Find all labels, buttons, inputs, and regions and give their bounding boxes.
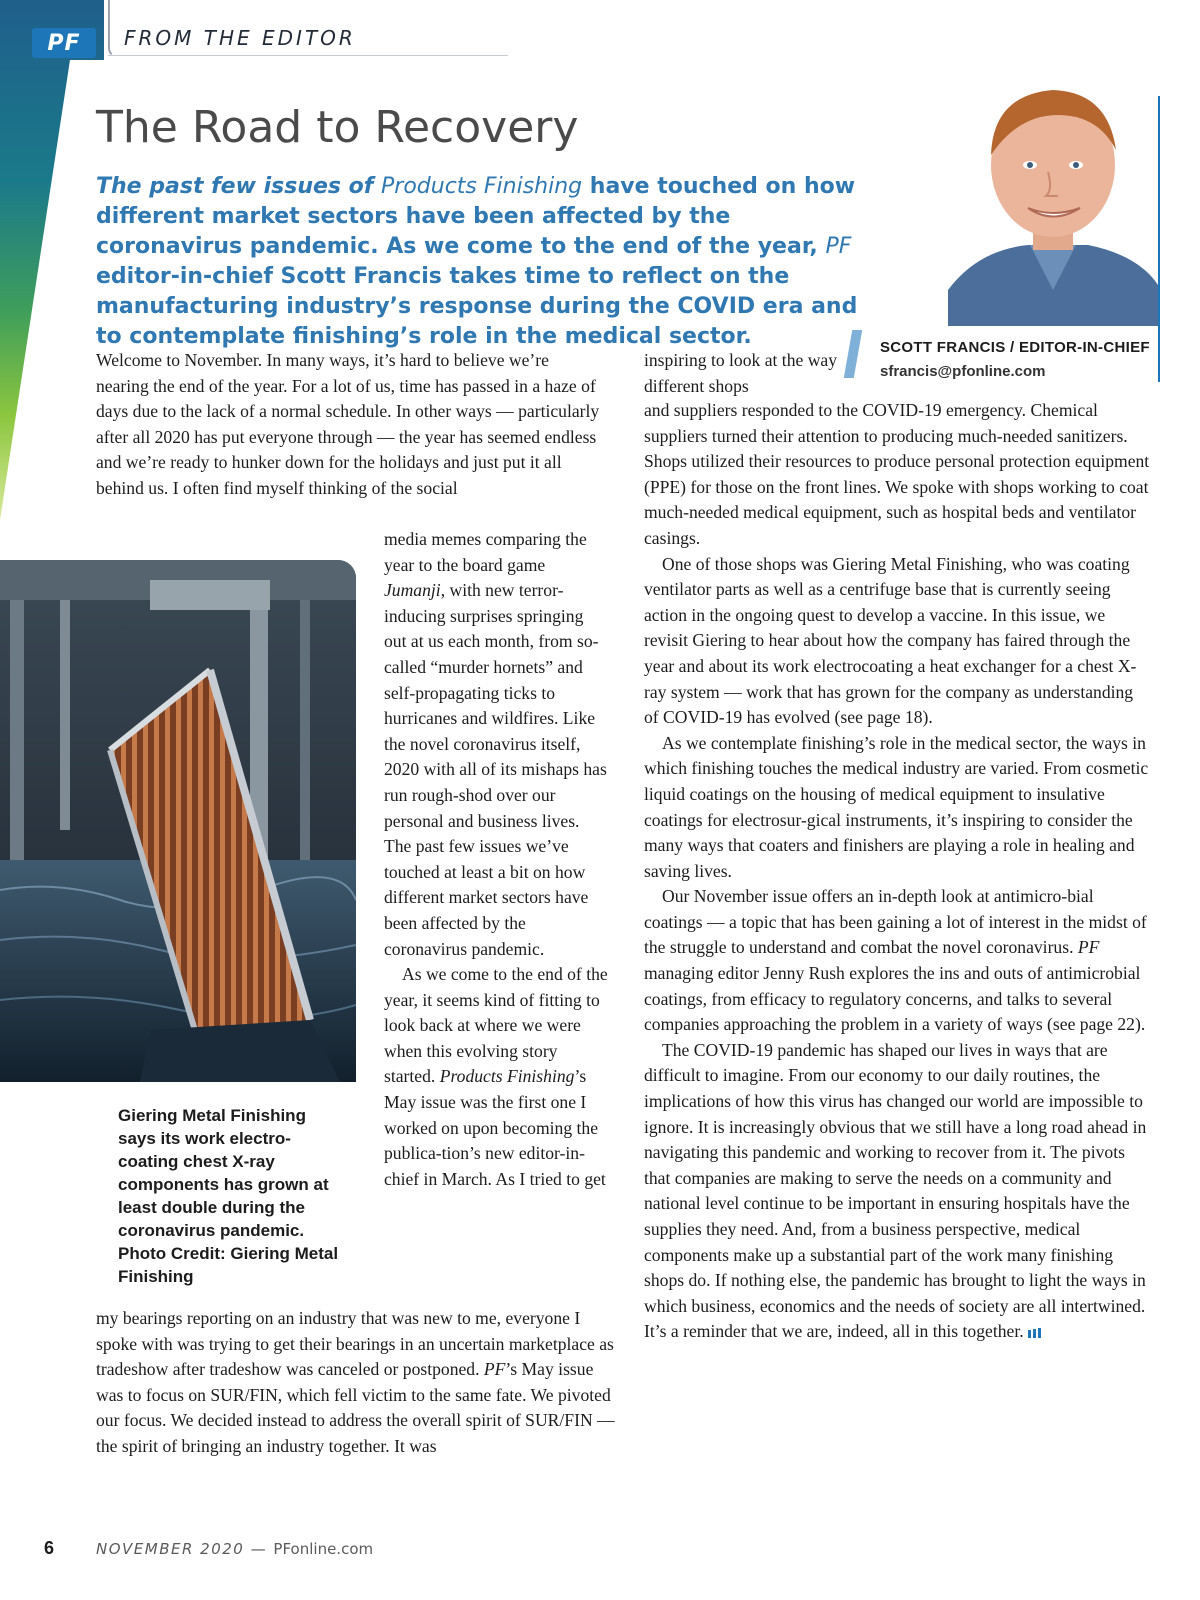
- text-run: managing editor Jenny Rush explores the ins and outs of antimicrobial coatings, from efficacy to regulatory concerns, and talks to several companies approaching the problem in a variety of ways (see page 22).: [644, 963, 1146, 1035]
- text-run: , with new terror-inducing surprises springing out at us each month, from so-called “murder hornets” and self-propagating ticks to hurricanes and wildfires. Like the novel coronavirus itself, 2020 with all of its mishaps has run rough-shod over our personal and business lives. The past few issues we’ve touched at least a bit on how different market sectors have been affected by the coronavirus pandemic.: [384, 580, 607, 959]
- byline-separator: /: [1010, 339, 1015, 356]
- footer-issue-date: NOVEMBER 2020: [96, 1540, 245, 1558]
- footer-site-link[interactable]: PFonline.com: [273, 1540, 374, 1558]
- article-title: The Road to Recovery: [96, 102, 579, 153]
- column-2-lead-text: inspiring to look at the way different shops: [644, 350, 838, 396]
- author-portrait: [948, 60, 1158, 326]
- column-1-paragraph: [384, 962, 610, 1192]
- portrait-rule: [1158, 96, 1160, 382]
- footer-issue-line: [96, 1540, 373, 1558]
- text-run: As we come to the end of the year, it seems kind of fitting to look back at where we were when this evolving story started.: [384, 964, 608, 1087]
- column-1-middle-text: [384, 527, 610, 1192]
- column-1-paragraph: [384, 527, 610, 962]
- end-mark-icon: [1028, 1328, 1042, 1338]
- dek-part-5: editor-in-chief Scott Francis takes time to reflect on the manufacturing industry’s response during the COVID era and to contemplate finishing’s role in the medical sector.: [96, 264, 858, 349]
- column-2-text: [644, 398, 1152, 1345]
- text-run: my bearings reporting on an industry that was new to me, everyone I spoke with was trying to get their bearings in an uncertain marketplace as tradeshow after tradeshow was canceled or postponed.: [96, 1308, 614, 1380]
- byline: [880, 336, 1150, 384]
- column-2-paragraph: As we contemplate finishing’s role in the medical sector, the ways in which finishing touches the medical industry are varied. From cosmetic liquid coatings on the housing of medical equipment to insulative coatings for electrosur-gical instruments, it’s inspiring to consider the many ways that coaters and finishers are playing a role in healing and saving lives.: [644, 732, 1149, 881]
- text-run: media memes comparing the year to the board game: [384, 529, 587, 575]
- dek-part-3: have touched on how different market sectors have been affected by the coronavirus pandemic. As we come to the end of the year,: [96, 174, 856, 259]
- author-role: EDITOR-IN-CHIEF: [1018, 339, 1150, 356]
- text-run: Our November issue offers an in-depth look at antimicro-bial coatings — a topic that has been gaining a lot of interest in the midst of the struggle to understand and combat the novel coronavirus.: [644, 886, 1147, 958]
- text-run-italic: PF: [483, 1359, 506, 1380]
- heat-exchanger-photo-illustration: [0, 560, 356, 1082]
- logo-text: PF: [47, 30, 81, 56]
- text-run-italic: Jumanji: [384, 580, 441, 601]
- text-run-italic: Products Finishing: [439, 1066, 575, 1087]
- text-run-italic: PF: [1077, 937, 1100, 958]
- photo-caption: Giering Metal Finishing says its work electro-coating chest X-ray components has grown at least double during the coronavirus pandemic. Photo Credit: Giering Metal Finishing: [118, 1106, 339, 1286]
- page-number: 6: [44, 1538, 55, 1558]
- column-1-bottom-text: [96, 1306, 616, 1460]
- author-name: SCOTT FRANCIS: [880, 339, 1006, 356]
- column-1-top-text: Welcome to November. In many ways, it’s hard to believe we’re nearing the end of the year. For a lot of us, time has passed in a haze of days due to the lack of a normal schedule. In other ways — particularly after all 2020 has put everyone through — the year has seemed endless and we’re ready to hunker down for the holidays and just put it all behind us. I often find myself thinking of the social: [96, 350, 600, 498]
- article-dek: [96, 172, 866, 352]
- column-2-paragraph: and suppliers responded to the COVID-19 emergency. Chemical suppliers turned their attention to producing much-needed sanitizers. Shops utilized their resources to produce personal protection equipment (PPE) for those on the front lines. We spoke with shops working to coat much-needed medical equipment, such as hospital beds and ventilator casings.: [644, 400, 1150, 548]
- author-email-link[interactable]: sfrancis@pfonline.com: [880, 363, 1046, 380]
- text-run: The COVID-19 pandemic has shaped our lives in ways that are difficult to imagine. From our economy to our daily routines, the implications of how this virus has changed our world are impossible to ignore. It is increasingly obvious that we still have a long road ahead in navigating this pandemic and working to recover from it. The pivots that companies are making to serve the needs on a community and national level continue to be important in ensuring hospitals have the supplies they need. And, from a business perspective, medical components make up a substantial part of the work many finishing shops do. If nothing else, the pandemic has brought to light the ways in which business, economics and the needs of society are all intertwined. It’s a reminder that we are, indeed, all in this together.: [644, 1039, 1147, 1342]
- portrait-illustration: [948, 60, 1158, 326]
- header-rule: [108, 55, 508, 56]
- section-label: FROM THE EDITOR: [124, 26, 356, 50]
- text-run: ’s May issue was to focus on SUR/FIN, which fell victim to the same fate. We pivoted our focus. We decided instead to address the overall spirit of SUR/FIN — the spirit of bringing an industry together. It was: [96, 1359, 615, 1456]
- column-2-paragraph: One of those shops was Giering Metal Finishing, who was coating ventilator parts as well as a centrifuge base that is currently seeing action in the ongoing quest to develop a vaccine. In this issue, we revisit Giering to hear about how the company has faired through the year and about its work electrocoating a heat exchanger for a chest X-ray system — work that has grown for the company as understanding of COVID-19 has evolved (see page 18).: [644, 553, 1137, 728]
- pf-logo: [32, 28, 96, 58]
- dek-part-1: The past few issues of: [96, 174, 382, 199]
- column-2-paragraph: [644, 1038, 1152, 1345]
- dek-pf: PF: [825, 234, 852, 259]
- text-run: ’s May issue was the first one I worked on upon becoming the publica-tion’s new editor-in-chief in March. As I tried to get: [384, 1066, 606, 1189]
- column-2-paragraph: [644, 884, 1152, 1038]
- footer-dash: —: [250, 1540, 268, 1558]
- dek-publication-name: Products Finishing: [381, 174, 583, 199]
- header-divider-curve: [108, 0, 118, 58]
- byline-title-row: [880, 336, 1150, 360]
- article-photo: [0, 560, 356, 1082]
